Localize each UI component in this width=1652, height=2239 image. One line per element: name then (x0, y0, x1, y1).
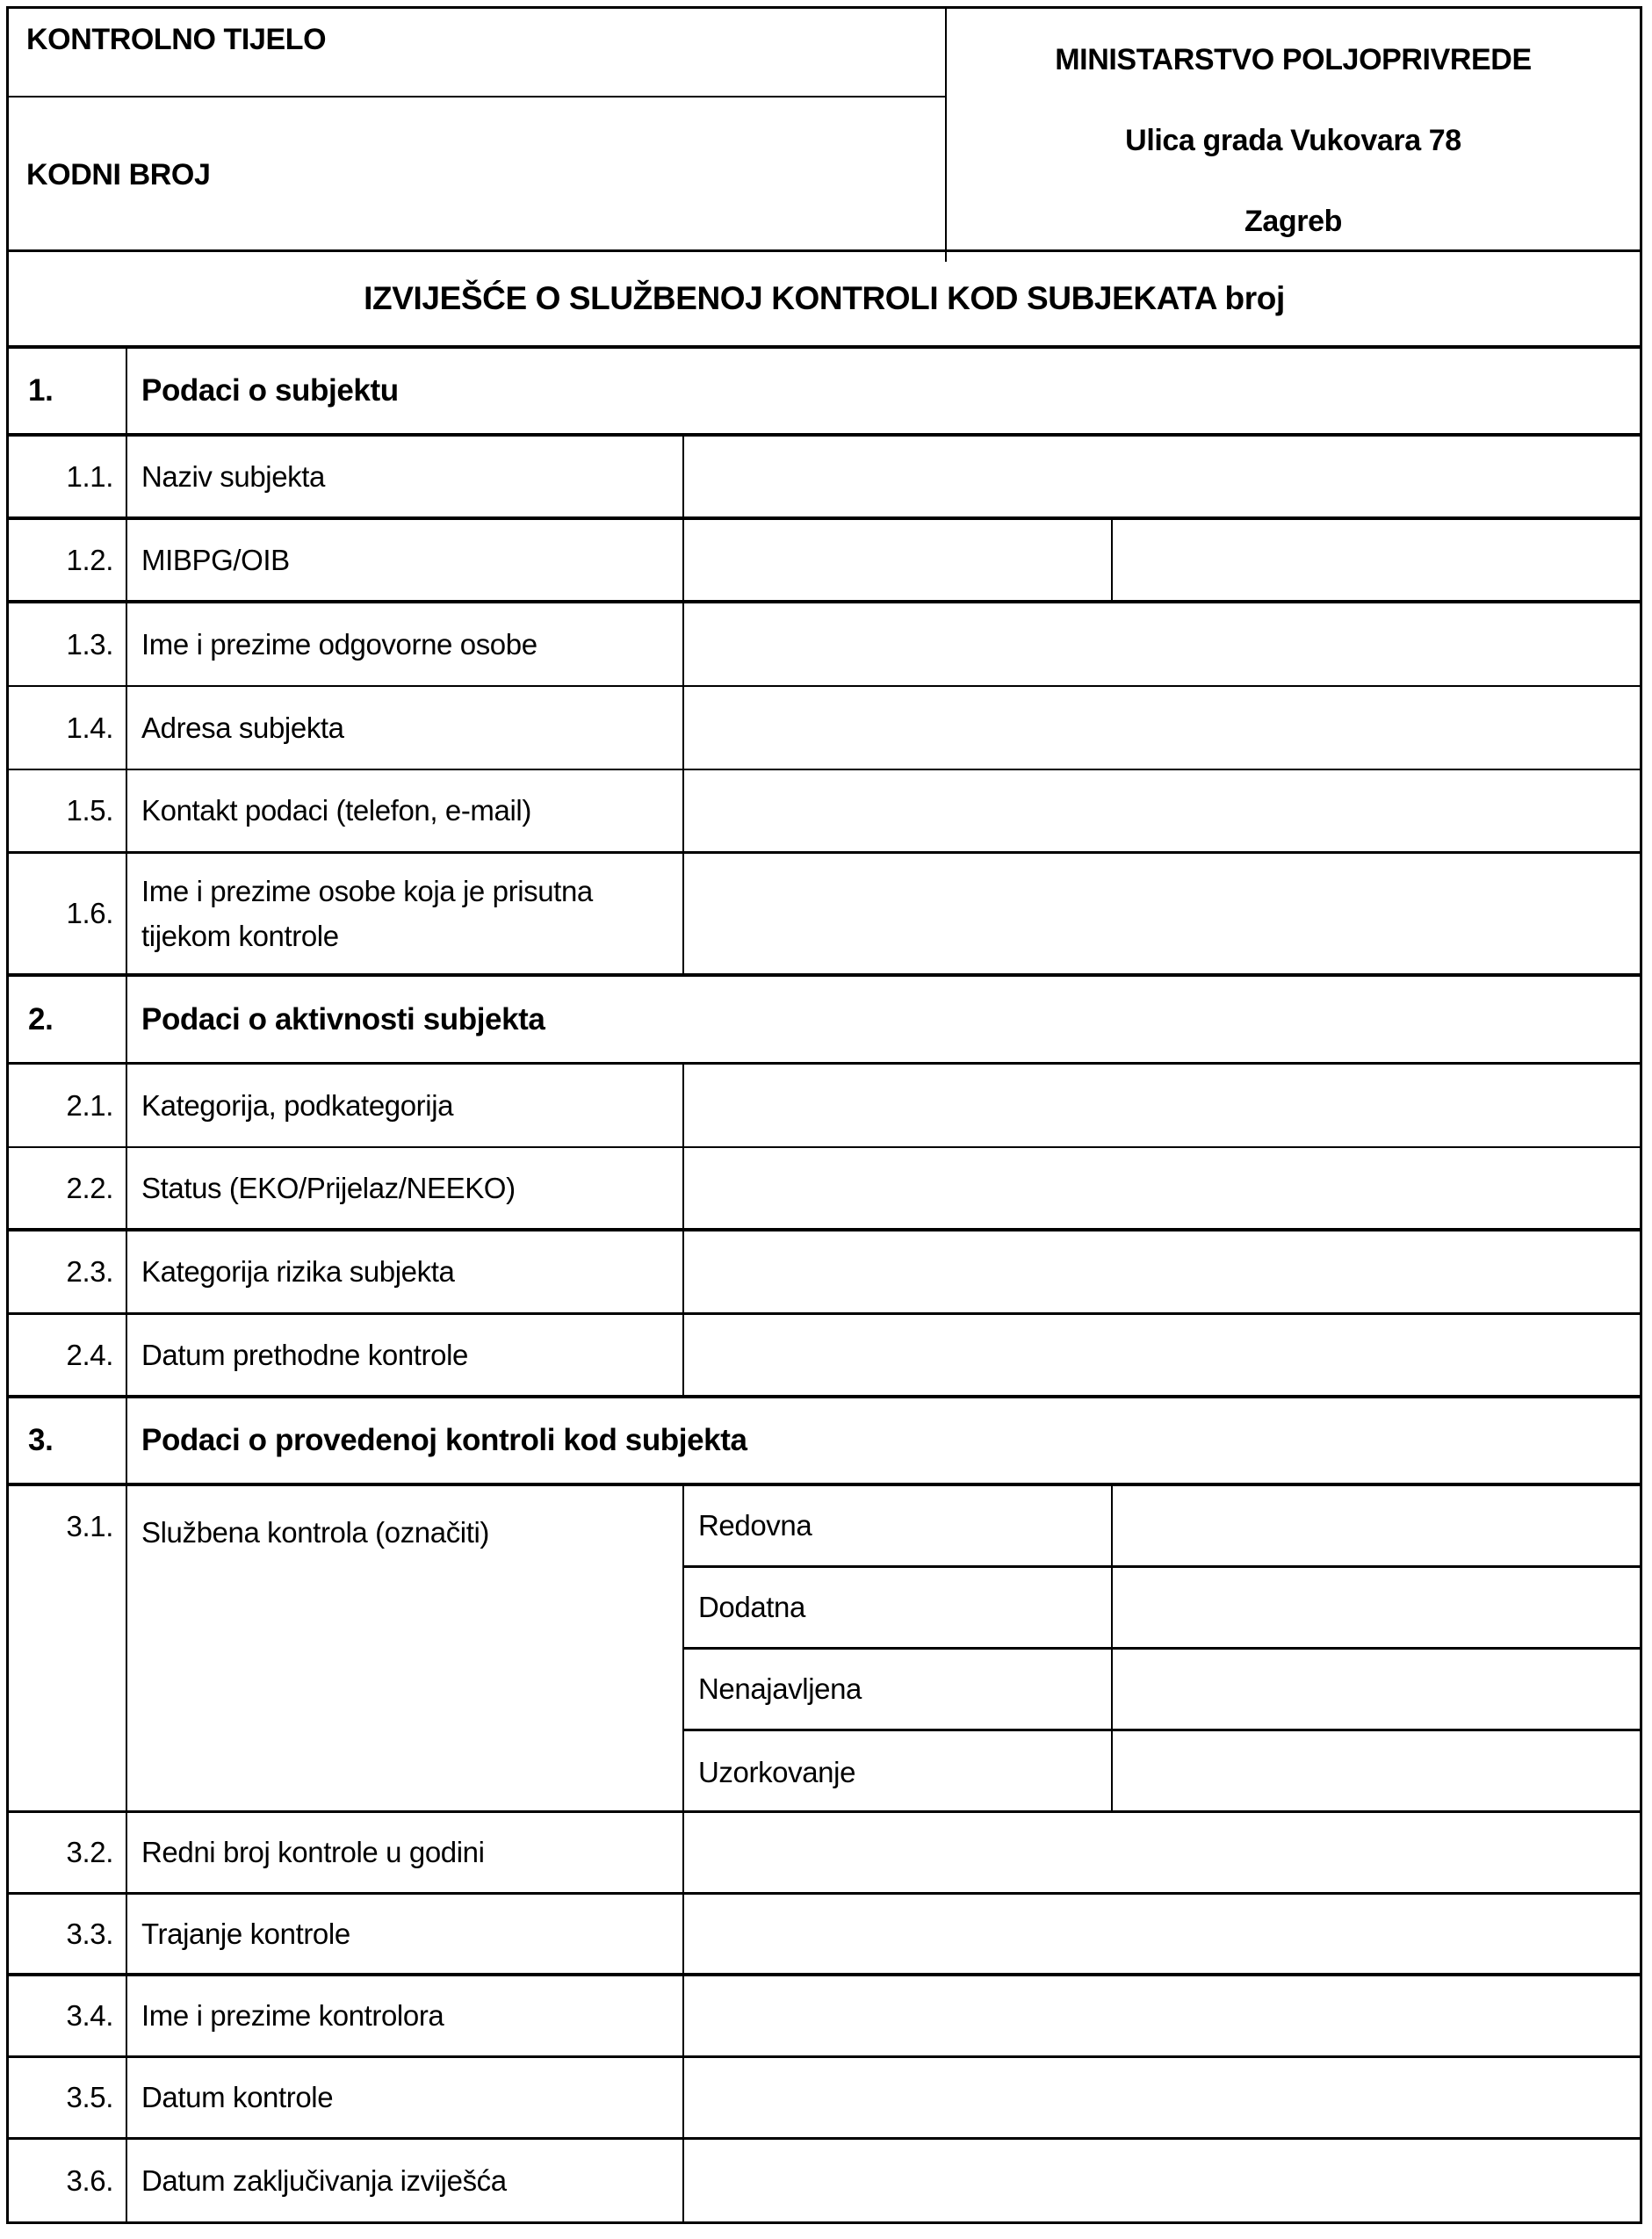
ministry-street: Ulica grada Vukovara 78 (1125, 124, 1461, 157)
ministry-name: MINISTARSTVO POLJOPRIVREDE (1055, 43, 1532, 76)
row-3-1 (9, 1486, 1640, 1813)
row-1-2-number: 1.2. (9, 520, 127, 600)
option-row-dodatna (684, 1568, 1640, 1650)
row-2-3-label: Kategorija rizika subjekta (127, 1231, 684, 1312)
section-1-number: 1. (9, 349, 127, 433)
row-2-3-number: 2.3. (9, 1231, 127, 1312)
row-1-3 (9, 603, 1640, 687)
field-kontakt-podaci-value[interactable] (684, 770, 1640, 851)
ministry-address-block (947, 9, 1640, 262)
option-row-uzorkovanje (684, 1731, 1640, 1813)
checkbox-cell-dodatna[interactable] (1113, 1568, 1640, 1647)
section-2-number: 2. (9, 977, 127, 1062)
field-odgovorna-osoba-value[interactable] (684, 603, 1640, 685)
row-1-3-number: 1.3. (9, 603, 127, 685)
row-3-4 (9, 1976, 1640, 2058)
row-1-5 (9, 770, 1640, 854)
option-row-redovna (684, 1486, 1640, 1568)
title-row (9, 252, 1640, 349)
option-label-uzorkovanje: Uzorkovanje (684, 1731, 1113, 1813)
field-datum-kontrole-value[interactable] (684, 2058, 1640, 2137)
checkbox-cell-nenajavljena[interactable] (1113, 1650, 1640, 1729)
code-number-cell[interactable] (9, 98, 945, 252)
form-header (9, 9, 1640, 252)
field-redni-broj-kontrole-value[interactable] (684, 1813, 1640, 1892)
row-3-4-number: 3.4. (9, 1976, 127, 2055)
row-1-5-label: Kontakt podaci (telefon, e-mail) (127, 770, 684, 851)
row-3-2-number: 3.2. (9, 1813, 127, 1892)
row-2-1-number: 2.1. (9, 1065, 127, 1146)
row-2-2 (9, 1148, 1640, 1231)
row-3-3 (9, 1895, 1640, 1976)
row-1-6 (9, 854, 1640, 977)
checkbox-cell-redovna[interactable] (1113, 1486, 1640, 1565)
row-1-1-label: Naziv subjekta (127, 437, 684, 516)
row-1-2-label: MIBPG/OIB (127, 520, 684, 600)
row-3-6-label: Datum zaključivanja izviješća (127, 2140, 684, 2221)
field-mibpg-value[interactable] (684, 520, 1113, 600)
row-1-6-number: 1.6. (9, 854, 127, 973)
row-2-4-number: 2.4. (9, 1315, 127, 1395)
row-1-5-number: 1.5. (9, 770, 127, 851)
row-3-3-number: 3.3. (9, 1895, 127, 1973)
row-2-2-number: 2.2. (9, 1148, 127, 1228)
row-3-5-label: Datum kontrole (127, 2058, 684, 2137)
row-2-4 (9, 1315, 1640, 1398)
option-label-redovna: Redovna (684, 1486, 1113, 1565)
field-datum-prethodne-kontrole-value[interactable] (684, 1315, 1640, 1395)
row-1-6-label: Ime i prezime osobe koja je prisutna tijekom kontrole (127, 854, 684, 973)
row-3-2-label: Redni broj kontrole u godini (127, 1813, 684, 1892)
row-3-6 (9, 2140, 1640, 2221)
row-2-4-label: Datum prethodne kontrole (127, 1315, 684, 1395)
row-1-2 (9, 520, 1640, 603)
row-2-3 (9, 1231, 1640, 1315)
section-3-number: 3. (9, 1398, 127, 1483)
field-ime-kontrolora-value[interactable] (684, 1976, 1640, 2055)
row-1-4-label: Adresa subjekta (127, 687, 684, 769)
field-status-value[interactable] (684, 1148, 1640, 1228)
field-oib-value[interactable] (1113, 520, 1640, 600)
row-3-3-label: Trajanje kontrole (127, 1895, 684, 1973)
field-kategorija-rizika-value[interactable] (684, 1231, 1640, 1312)
field-adresa-subjekta-value[interactable] (684, 687, 1640, 769)
row-3-1-number: 3.1. (9, 1486, 127, 1813)
row-2-1-label: Kategorija, podkategorija (127, 1065, 684, 1146)
row-2-2-label: Status (EKO/Prijelaz/NEEKO) (127, 1148, 684, 1228)
row-3-1-label: Službena kontrola (označiti) (127, 1486, 684, 1813)
row-1-1-number: 1.1. (9, 437, 127, 516)
section-1-header (9, 349, 1640, 437)
section-3-title: Podaci o provedenoj kontroli kod subjekta (141, 1423, 747, 1457)
row-3-5-number: 3.5. (9, 2058, 127, 2137)
section-2-title: Podaci o aktivnosti subjekta (141, 1001, 545, 1036)
row-3-4-label: Ime i prezime kontrolora (127, 1976, 684, 2055)
field-datum-zakljucivanja-value[interactable] (684, 2140, 1640, 2221)
row-2-1 (9, 1065, 1640, 1148)
field-prisutna-osoba-value[interactable] (684, 854, 1640, 973)
official-control-report-form (6, 6, 1642, 2224)
row-3-6-number: 3.6. (9, 2140, 127, 2221)
row-1-4 (9, 687, 1640, 770)
option-row-nenajavljena (684, 1650, 1640, 1731)
section-1-title: Podaci o subjektu (141, 373, 399, 408)
field-kategorija-value[interactable] (684, 1065, 1640, 1146)
option-label-dodatna: Dodatna (684, 1568, 1113, 1647)
row-1-4-number: 1.4. (9, 687, 127, 769)
row-1-1 (9, 437, 1640, 520)
row-3-2 (9, 1813, 1640, 1895)
ministry-city: Zagreb (1244, 205, 1342, 238)
checkbox-cell-uzorkovanje[interactable] (1113, 1731, 1640, 1813)
field-naziv-subjekta-value[interactable] (684, 437, 1640, 516)
section-2-header (9, 977, 1640, 1065)
code-number-label: KODNI BROJ (26, 157, 211, 191)
control-body-cell[interactable] (9, 9, 945, 98)
field-trajanje-kontrole-value[interactable] (684, 1895, 1640, 1973)
row-3-5 (9, 2058, 1640, 2140)
row-1-3-label: Ime i prezime odgovorne osobe (127, 603, 684, 685)
form-title: IZVIJEŠĆE O SLUŽBENOJ KONTROLI KOD SUBJEKATA broj (364, 280, 1285, 316)
control-type-options (684, 1486, 1640, 1813)
control-body-label: KONTROLNO TIJELO (26, 23, 327, 56)
option-label-nenajavljena: Nenajavljena (684, 1650, 1113, 1729)
header-left-column (9, 9, 947, 262)
section-3-header (9, 1398, 1640, 1486)
